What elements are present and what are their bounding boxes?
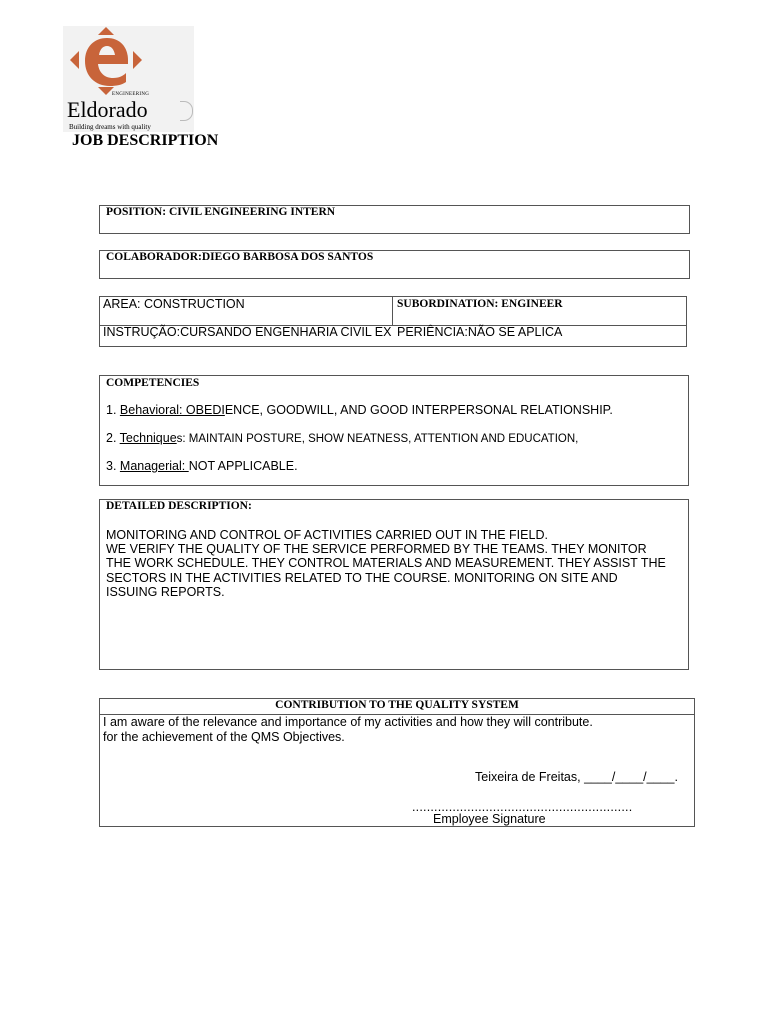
competency-text: ENCE, GOODWILL, AND GOOD INTERPERSONAL RELATIONSHIP. bbox=[224, 403, 613, 417]
quality-system-box bbox=[99, 698, 695, 827]
document-title: JOB DESCRIPTION bbox=[72, 132, 219, 149]
info-table bbox=[99, 296, 687, 347]
competencies-box bbox=[99, 375, 689, 486]
competency-label: Technique bbox=[119, 431, 177, 445]
quality-system-title: CONTRIBUTION TO THE QUALITY SYSTEM bbox=[275, 699, 519, 711]
logo-brand-name: Eldorado bbox=[67, 97, 148, 122]
logo-tagline: Building dreams with quality bbox=[69, 123, 151, 131]
position-box bbox=[99, 205, 690, 234]
signature-line: ............................................................ bbox=[412, 800, 633, 814]
subordination-cell: SUBORDINATION: ENGINEER bbox=[397, 298, 563, 310]
date-line: Teixeira de Freitas, ____/____/____. bbox=[475, 770, 678, 784]
instruction-cell: INSTRUÇÃO:CURSANDO ENGENHARIA CIVIL EX bbox=[103, 325, 392, 339]
competency-item bbox=[106, 431, 578, 445]
quality-statement bbox=[103, 715, 593, 745]
quality-statement-line: I am aware of the relevance and importance of my activities and how they will contribute. bbox=[103, 715, 593, 729]
eldorado-logo-icon bbox=[70, 27, 142, 97]
area-cell: AREA: CONSTRUCTION bbox=[103, 297, 245, 311]
detailed-description-line: MONITORING AND CONTROL OF ACTIVITIES CARRIED OUT IN THE FIELD. bbox=[106, 528, 548, 542]
logo-subtext: ENGINEERING bbox=[112, 92, 150, 97]
competencies-title: COMPETENCIES bbox=[106, 377, 200, 389]
experience-cell: PERIÊNCIA:NÃO SE APLICA bbox=[397, 325, 563, 339]
competency-number: 2. bbox=[106, 431, 120, 445]
detailed-description-box bbox=[99, 499, 689, 670]
position-text: POSITION: CIVIL ENGINEERING INTERN bbox=[106, 206, 336, 218]
competency-text: s: MAINTAIN POSTURE, SHOW NEATNESS, ATTENTION AND EDUCATION, bbox=[176, 433, 579, 445]
competency-number: 1. bbox=[106, 403, 120, 417]
competency-number: 3. bbox=[106, 459, 120, 473]
collaborator-box bbox=[99, 250, 690, 279]
competency-item bbox=[106, 403, 613, 417]
competency-text: NOT APPLICABLE. bbox=[188, 459, 298, 473]
info-table-column-divider bbox=[392, 297, 393, 325]
competency-label: Behavioral: OBEDI bbox=[119, 403, 225, 417]
collaborator-text: COLABORADOR:DIEGO BARBOSA DOS SANTOS bbox=[106, 251, 374, 263]
detailed-description-paragraph: WE VERIFY THE QUALITY OF THE SERVICE PERFORMED BY THE TEAMS. THEY MONITOR THE WORK SCHEDULE. THEY CONTROL MATERIALS AND MEASUREMENT. THEY ASSIST THE SECTORS IN THE ACTIVITIES RELATED TO THE COURSE. MONITORING ON SITE AND ISSUING REPORTS. bbox=[106, 542, 666, 599]
competency-label: Managerial: bbox=[119, 459, 189, 473]
detailed-description-title: DETAILED DESCRIPTION: bbox=[106, 500, 252, 512]
competency-item bbox=[106, 459, 298, 473]
signature-label: Employee Signature bbox=[433, 812, 546, 826]
quality-statement-line: for the achievement of the QMS Objectives. bbox=[103, 730, 345, 744]
